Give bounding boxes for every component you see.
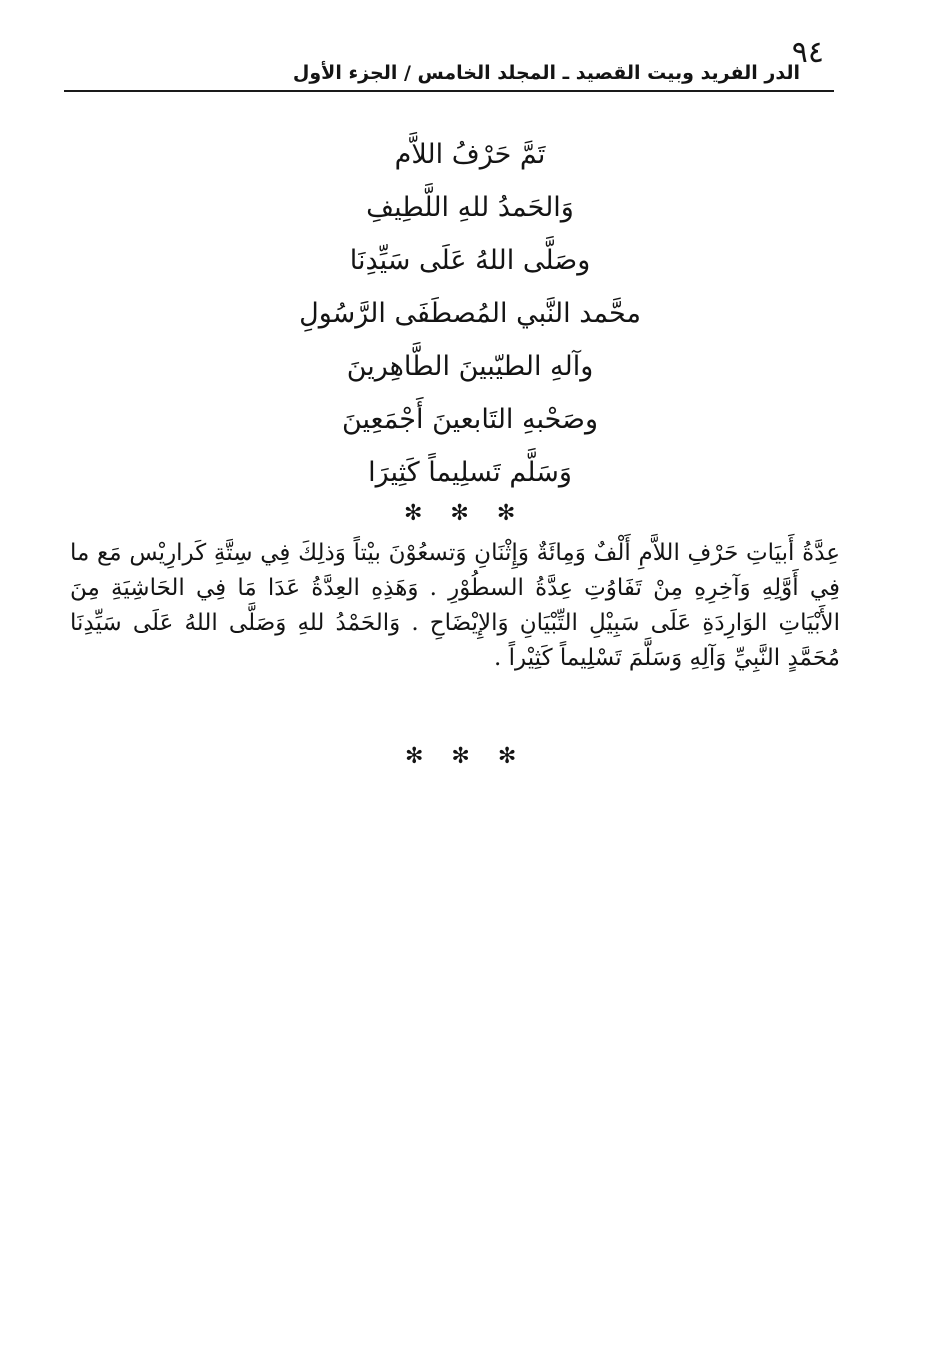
header-rule bbox=[64, 90, 834, 92]
closing-verses bbox=[200, 128, 740, 499]
closing-line: وَسَلَّم تَسلِيماً كَثِيرَا bbox=[368, 457, 572, 488]
colophon-paragraph: عِدَّةُ أَبيَاتِ حَرْفِ اللاَّمِ أَلْفٌ وَمِائَةٌ وَإِثْنَانِ وَتسعُوْنَ بيْتاً وَذلِكَ فِي سِتَّةِ كَرارِيْس مَع ما فِي أَوَّلِهِ وَآخِرِهِ مِنْ تَفَاوُتِ عِدَّةُ السطُوْرِ . وَهَذِهِ العِدَّةُ عَدَا مَا فِي الحَاشِيَةِ مِنَ الأَبْيَاتِ الوَارِدَةِ عَلَى سَبِيْلِ التِّبْيَانِ وَالإِيْضَاحِ . وَالحَمْدُ للهِ وَصَلَّى اللهُ عَلَى سَيِّدِنَا مُحَمَّدٍ النَّبِيِّ وَآلِهِ وَسَلَّمَ تَسْلِيماً كَثِيْراً . bbox=[70, 540, 840, 671]
star-separator: ✻✻✻ bbox=[405, 744, 545, 769]
closing-line: تَمَّ حَرْفُ اللاَّم bbox=[394, 139, 546, 170]
closing-line: وَالحَمدُ للهِ اللَّطِيفِ bbox=[366, 192, 574, 223]
closing-line: محَّمد النَّبي المُصطَفَى الرَّسُولِ bbox=[299, 298, 641, 329]
closing-line: وصَلَّى اللهُ عَلَى سَيِّدِنَا bbox=[349, 245, 591, 276]
star-separator: ✻✻✻ bbox=[404, 501, 544, 526]
page-number: ٩٤ bbox=[791, 35, 824, 70]
running-title: الدر الفريد وبيت القصيد ـ المجلد الخامس / الجزء الأول bbox=[292, 62, 800, 84]
page-header bbox=[64, 35, 834, 93]
closing-line: وصَحْبهِ التَابعينَ أَجْمَعِينَ bbox=[341, 404, 599, 435]
closing-line: وآلهِ الطيّبينَ الطَّاهِرينَ bbox=[346, 351, 594, 382]
